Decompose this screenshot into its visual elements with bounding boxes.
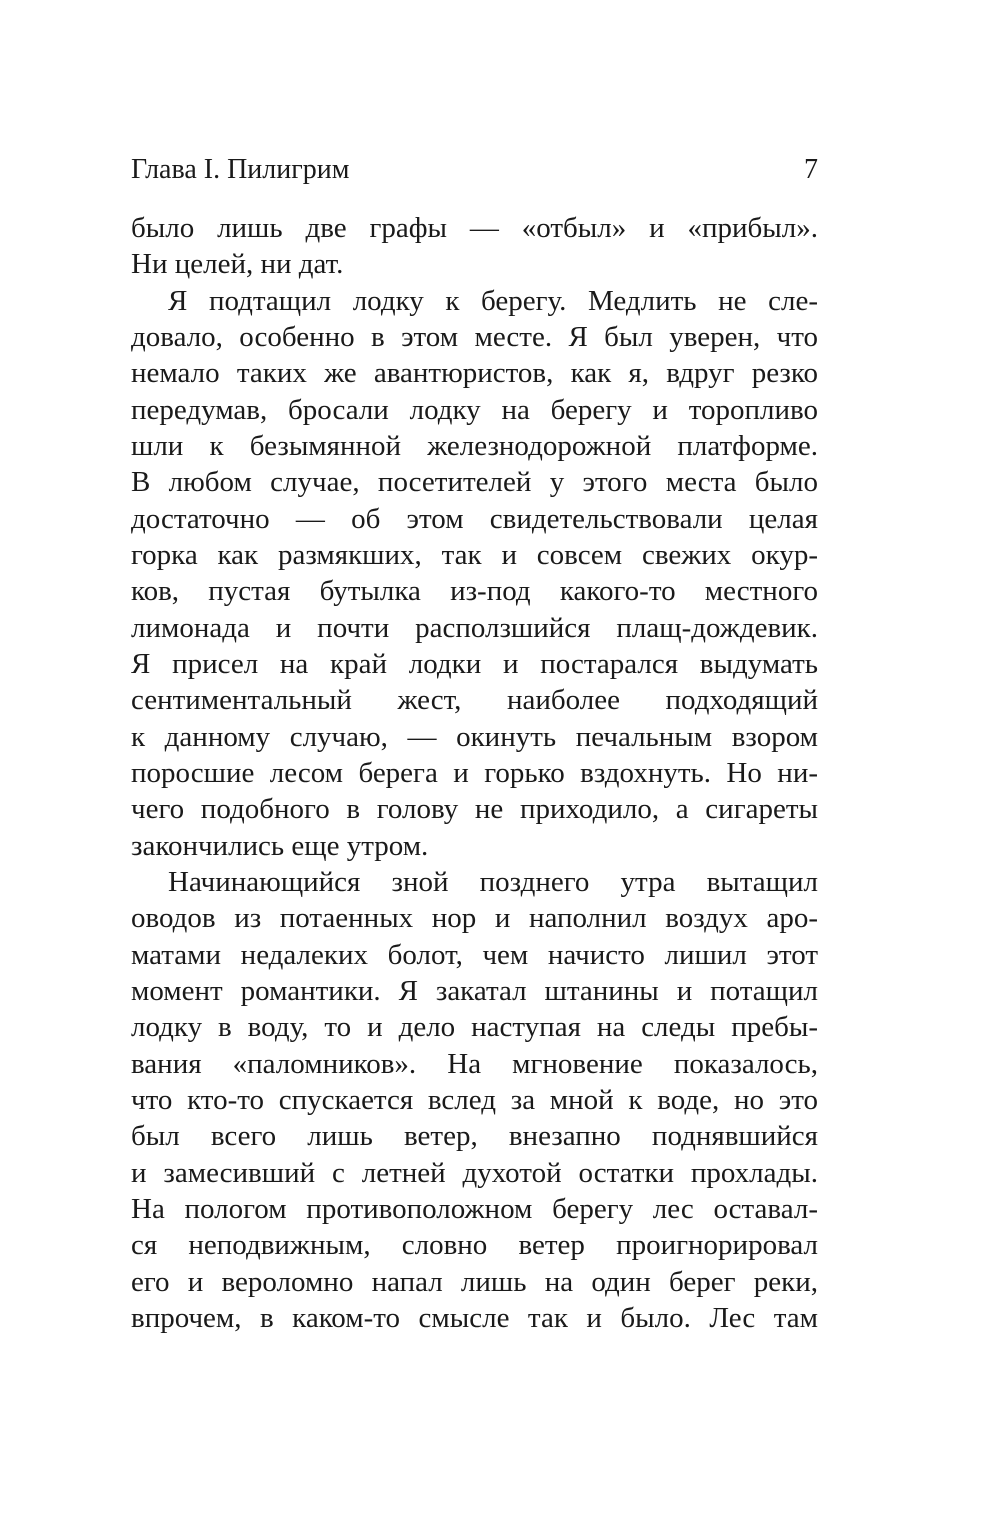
text-line: что кто-то спускается вслед за мной к воде, но это [131,1083,818,1116]
text-line: было лишь две графы — «отбыл» и «прибыл». [131,212,818,244]
text-line: Я присел на край лодки и постарался выдумать [131,647,818,680]
running-head [131,152,818,188]
text-line: Я подтащил лодку к берегу. Медлить не сле- [168,284,818,317]
chapter-title: Глава I. Пилигрим [131,154,350,185]
text-line: сентиментальный жест, наиболее подходящий [131,684,818,717]
page-number: 7 [804,154,818,185]
text-line: На пологом противоположном берегу лес оставал- [131,1192,818,1225]
text-line: к данному случаю, — окинуть печальным взором [131,720,818,753]
text-line: поросшие лесом берега и горько вздохнуть. Но ни- [131,756,818,789]
text-line: немало таких же авантюристов, как я, вдруг резко [131,357,818,390]
text-line: закончились еще утром. [131,829,429,862]
text-line: передумав, бросали лодку на берегу и торопливо [131,393,818,426]
text-line: матами недалеких болот, чем начисто лишил этот [131,938,818,971]
text-line: момент романтики. Я закатал штанины и потащил [131,974,818,1007]
text-line: шли к безымянной железнодорожной платформе. [131,429,818,462]
text-line: впрочем, в каком-то смысле так и было. Лес там [131,1301,818,1334]
text-line: лимонада и почти расползшийся плащ-дождевик. [131,611,818,644]
text-line: ков, пустая бутылка из-под какого-то местного [131,575,818,608]
text-line: лодку в воду, то и дело наступая на следы пребы- [131,1011,818,1044]
text-line: его и вероломно напал лишь на один берег реки, [131,1265,818,1298]
text-line: чего подобного в голову не приходило, а сигареты [131,793,818,826]
text-line: достаточно — об этом свидетельствовали целая [131,502,818,535]
text-line: вания «паломников». На мгновение показалось, [131,1047,818,1080]
body-text [131,210,818,1336]
text-line: ся неподвижным, словно ветер проигнорировал [131,1229,818,1262]
text-line: В любом случае, посетителей у этого места было [131,466,818,499]
text-line: Начинающийся зной позднего утра вытащил [168,865,818,898]
text-line: и замесивший с летней духотой остатки прохлады. [131,1156,818,1189]
text-line: оводов из потаенных нор и наполнил воздух аро- [131,902,818,935]
text-line: довало, особенно в этом месте. Я был уверен, что [131,320,818,353]
text-line: Ни целей, ни дат. [131,248,344,281]
text-line: был всего лишь ветер, внезапно поднявшийся [131,1120,818,1153]
text-line: горка как размякших, так и совсем свежих окур- [131,538,818,571]
